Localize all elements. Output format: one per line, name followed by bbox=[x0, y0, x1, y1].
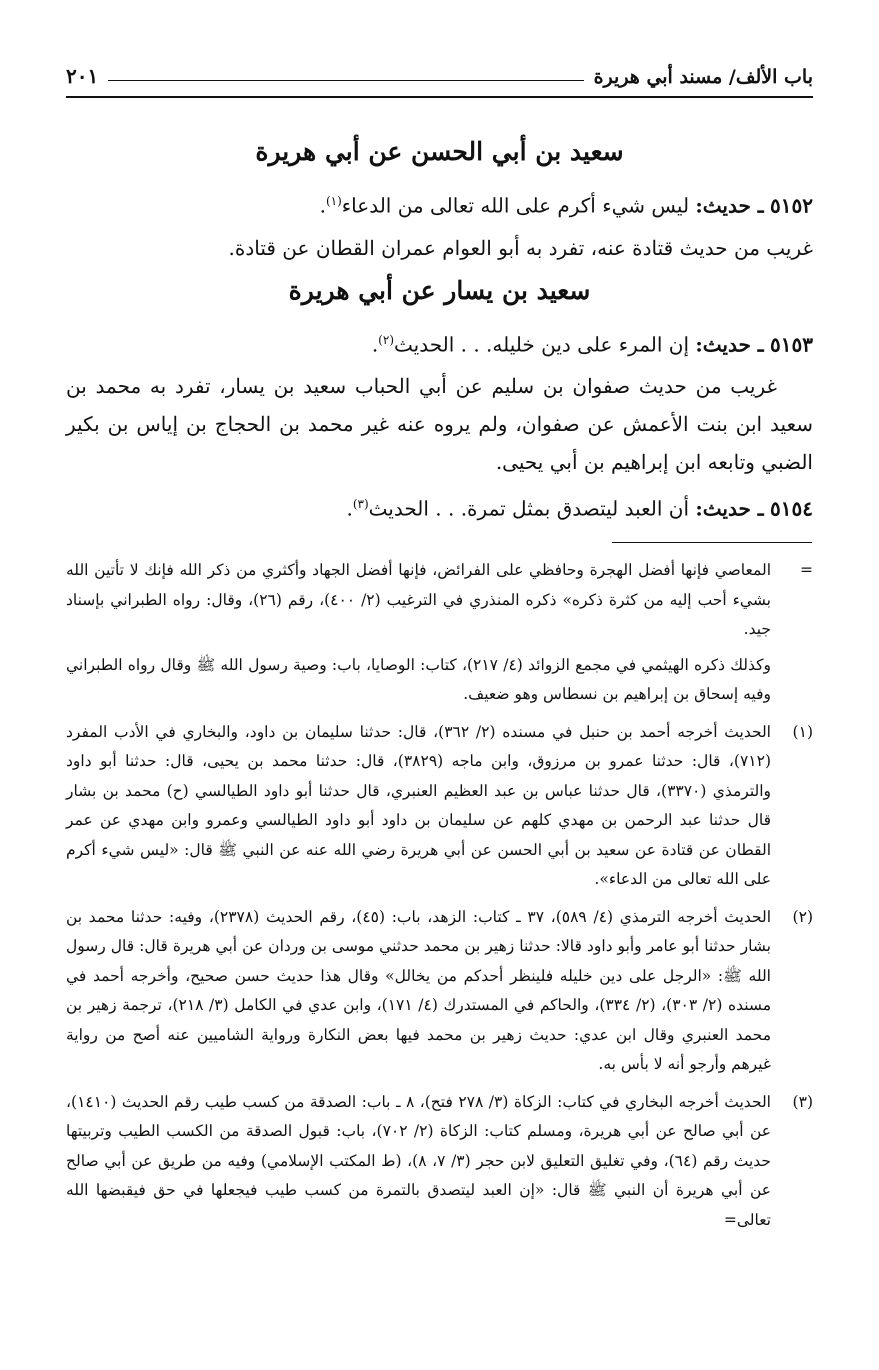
footnote-paragraph: وكذلك ذكره الهيثمي في مجمع الزوائد (٤/ ٢١٧)، كتاب: الوصايا، باب: وصية رسول الله ﷺ وقال رواه الطبراني وفيه إسحاق بن إبراهيم بن نسطاس وهو ضعيف. bbox=[66, 655, 771, 703]
footnote-ref[interactable]: (٢) bbox=[378, 332, 394, 347]
hadith-tail: . bbox=[346, 496, 353, 521]
header-divider bbox=[66, 96, 813, 98]
footnote-body: الحديث أخرجه الترمذي (٤/ ٥٨٩)، ٣٧ ـ كتاب: الزهد، باب: (٤٥)، رقم الحديث (٢٣٧٨)، وفيه: حدثنا محمد بن بشار حدثنا أبو عامر وأبو داود قالا: حدثنا زهير بن محمد حدثني موسى بن وردان عن أبي هريرة قال: قال رسول الله ﷺ: «الرجل على دين خليله فلينظر أحدكم من يخالل» وقال هذا حديث حسن صحيح، وأخرجه أحمد في مسنده (٢/ ٣٠٣)، (٢/ ٣٣٤)، والحاكم في المستدرك (٤/ ١٧١)، وابن عدي في الكامل (٣/ ٢١٨)، ترجمة زهير بن محمد العنبري وقال ابن عدي: حديث زهير بن محمد فيها بعض النكارة ورواية الشاميين عنه أصح من رواية غيرهم وأرجو أنه لا بأس به. bbox=[66, 907, 772, 1073]
footnote-divider bbox=[612, 542, 812, 543]
hadith-label: ـ حديث: bbox=[695, 496, 764, 521]
running-head-title: باب الألف/ مسند أبي هريرة bbox=[593, 66, 813, 88]
running-head-rule bbox=[108, 80, 583, 81]
footnote-paragraph: المعاصي فإنها أفضل الهجرة وحافظي على الفرائض، فإنها أفضل الجهاد وأكثري من ذكر الله فإنك لا تأتين الله بشيء أحب إليه من كثرة ذكره» ذكره المنذري في الترغيب (٢/ ٤٠٠)، رقم (٢٦)، وقال: رواه الطبراني بإسناد جيد. bbox=[66, 561, 771, 638]
hadith-tail: . bbox=[319, 193, 326, 218]
footnote-ref[interactable]: (١) bbox=[325, 194, 342, 208]
hadith-entry bbox=[66, 321, 813, 364]
hadith-label: ـ حديث: bbox=[695, 332, 764, 357]
section-heading: سعيد بن يسار عن أبي هريرة bbox=[288, 275, 591, 305]
footnote-3 bbox=[66, 1088, 813, 1236]
hadith-text: إن المرء على دين خليله. . . الحديث bbox=[394, 332, 690, 357]
hadith-comment: غريب من حديث صفوان بن سليم عن أبي الحباب سعيد بن يسار، تفرد به محمد بن سعيد ابن بنت الأعمش عن صفوان، ولم يروه عنه غير محمد بن الحجاج بن إياس بن بكير الضبي وتابعه ابن إبراهيم بن أبي يحيى. bbox=[66, 374, 813, 475]
hadith-label: ـ حديث: bbox=[695, 193, 764, 218]
footnote-marker: (٣) bbox=[792, 1092, 813, 1111]
hadith-text: ليس شيء أكرم على الله تعالى من الدعاء bbox=[341, 193, 690, 218]
footnote-1 bbox=[66, 718, 813, 895]
footnote-2 bbox=[66, 903, 813, 1080]
hadith-entry bbox=[66, 485, 813, 528]
running-head bbox=[66, 58, 813, 88]
section bbox=[66, 132, 813, 267]
footnote-marker: (١) bbox=[792, 722, 813, 741]
hadith-comment: غريب من حديث قتادة عنه، تفرد به أبو العوام عمران القطان عن قتادة. bbox=[228, 235, 813, 260]
hadith-number: ٥١٥٤ bbox=[770, 496, 813, 521]
hadith-text: أن العبد ليتصدق بمثل تمرة. . . الحديث bbox=[368, 496, 690, 521]
main-text bbox=[66, 132, 813, 528]
hadith-entry bbox=[66, 182, 813, 225]
footnotes bbox=[66, 556, 813, 1243]
hadith-number: ٥١٥٣ bbox=[770, 332, 813, 357]
hadith-number: ٥١٥٢ bbox=[770, 193, 813, 218]
footnote-ref[interactable]: (٣) bbox=[352, 497, 369, 512]
footnote-continuation bbox=[66, 556, 813, 710]
footnote-body: الحديث أخرجه أحمد بن حنبل في مسنده (٢/ ٣٦٢)، قال: حدثنا سليمان بن داود، والبخاري في الأدب المفرد (٧١٢)، قال: حدثنا عمرو بن مرزوق، وابن ماجه (٣٨٢٩)، قال: حدثنا محمد بن يحيى، قال: حدثنا أبو داود والترمذي (٣٣٧٠)، قال حدثنا عباس بن عبد العظيم العنبري، قال حدثنا أبو داود الطيالسي (ح) محمد بن بشار قال حدثنا عبد الرحمن بن مهدي كلهم عن سليمان بن داود أبو داود الطيالسي وعمرو وابن مهدي عن عمر القطان عن قتادة عن سعيد بن أبي الحسن عن أبي هريرة رضي الله عنه عن النبي ﷺ قال: «ليس شيء أكرم على الله تعالى من الدعاء». bbox=[66, 722, 772, 888]
footnote-marker: = bbox=[800, 561, 813, 579]
section-heading: سعيد بن أبي الحسن عن أبي هريرة bbox=[255, 137, 624, 166]
footnote-marker: (٢) bbox=[792, 907, 813, 926]
hadith-tail: . bbox=[371, 332, 379, 357]
page-number: ٢٠١ bbox=[66, 64, 99, 88]
footnote-body bbox=[66, 556, 771, 710]
section bbox=[66, 271, 813, 482]
footnote-body: الحديث أخرجه البخاري في كتاب: الزكاة (٣/ ٢٧٨ فتح)، ٨ ـ باب: الصدقة من كسب طيب رقم الحديث (١٤١٠)، عن أبي صالح عن أبي هريرة، ومسلم كتاب: الزكاة (٢/ ٧٠٢)، باب: قبول الصدقة من الكسب الطيب وتربيتها حديث رقم (٦٤)، وفي تغليق التعليق لابن حجر (٣/ ٧، ٨)، (ط المكتب الإسلامي) وفيه من طريق عن أبي صالح عن أبي هريرة أن النبي ﷺ قال: «إن العبد ليتصدق بالتمرة من كسب طيب فيجعلها في حق فيقبضها الله تعالى= bbox=[66, 1092, 772, 1229]
